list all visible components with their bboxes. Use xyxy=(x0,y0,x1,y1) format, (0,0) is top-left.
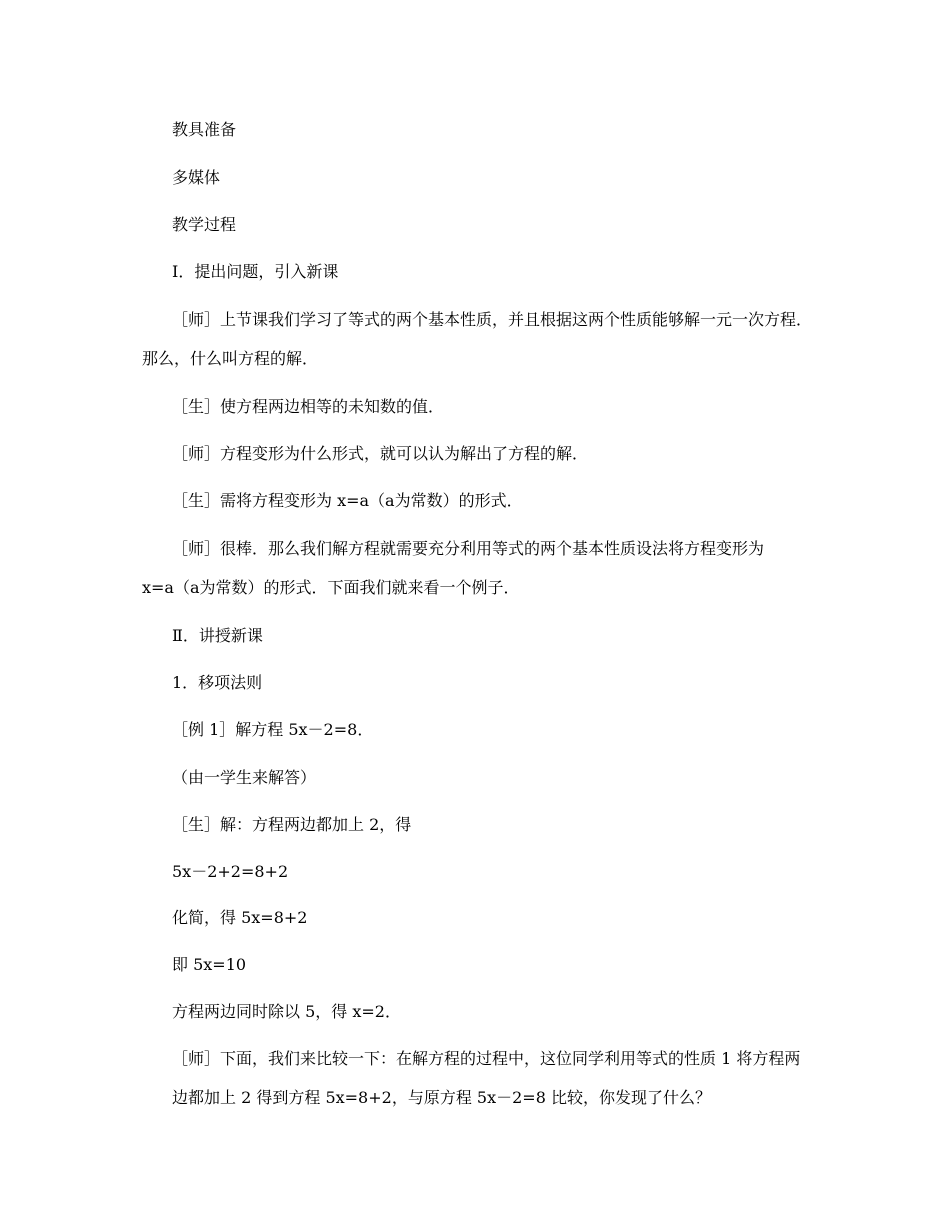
text-multimedia: 多媒体 xyxy=(172,168,221,187)
note-line: （由一学生来解答） xyxy=(172,768,317,787)
section-heading-1: Ⅰ．提出问题，引入新课 xyxy=(172,262,339,281)
dialogue-line: ［师］很棒．那么我们解方程就需要充分利用等式的两个基本性质设法将方程变形为 xyxy=(172,539,765,558)
section-heading-2: Ⅱ．讲授新课 xyxy=(172,626,263,645)
dialogue-line: ［师］下面，我们来比较一下：在解方程的过程中，这位同学利用等式的性质 1 将方程两 xyxy=(172,1049,801,1068)
equation-line: 化简，得 5x=8+2 xyxy=(172,908,308,927)
dialogue-line: ［生］解：方程两边都加上 2，得 xyxy=(172,815,412,834)
dialogue-line: ［生］使方程两边相等的未知数的值． xyxy=(172,397,445,416)
dialogue-line: ［生］需将方程变形为 x=a（a为常数）的形式． xyxy=(172,491,523,510)
subsection-heading: 1．移项法则 xyxy=(172,673,263,692)
dialogue-line-cont: 边都加上 2 得到方程 5x=8+2，与原方程 5x－2=8 比较，你发现了什么？ xyxy=(172,1088,711,1107)
heading-teaching-process: 教学过程 xyxy=(172,215,237,234)
dialogue-line-cont: x=a（a为常数）的形式．下面我们就来看一个例子． xyxy=(142,578,520,597)
equation-line: 方程两边同时除以 5，得 x=2． xyxy=(172,1002,401,1021)
equation-line: 即 5x=10 xyxy=(172,955,247,974)
dialogue-line: ［师］上节课我们学习了等式的两个基本性质，并且根据这两个性质能够解一元一次方程． xyxy=(172,310,813,329)
example-line: ［例 1］解方程 5x－2=8． xyxy=(172,720,374,739)
dialogue-line: ［师］方程变形为什么形式，就可以认为解出了方程的解． xyxy=(172,444,589,463)
heading-teaching-aids: 教具准备 xyxy=(172,120,237,139)
equation-line: 5x－2+2=8+2 xyxy=(172,862,289,881)
dialogue-line-cont: 那么，什么叫方程的解． xyxy=(142,349,319,368)
